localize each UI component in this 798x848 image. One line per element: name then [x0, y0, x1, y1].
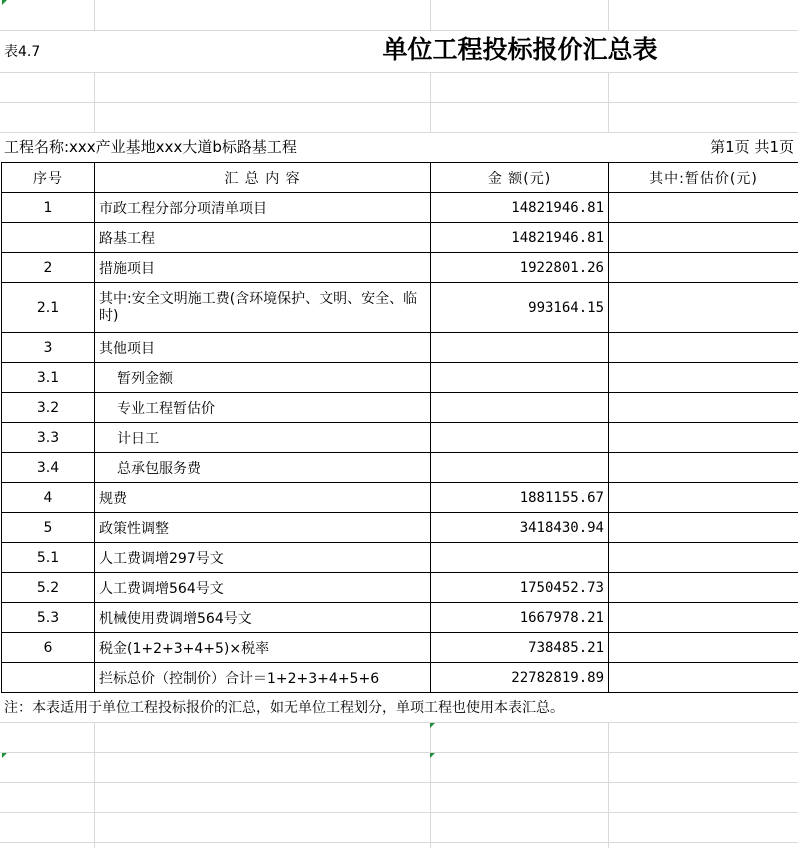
cell-amount[interactable]: 1667978.21 — [431, 603, 609, 633]
table-note: 注：本表适用于单位工程投标报价的汇总，如无单位工程划分，单项工程也使用本表汇总。 — [4, 700, 564, 716]
cell-amount[interactable]: 738485.21 — [431, 633, 609, 663]
table-row — [2, 453, 798, 483]
page-title: 单位工程投标报价汇总表 — [382, 35, 658, 64]
cell-desc[interactable]: 其他项目 — [95, 333, 431, 363]
cell-seq[interactable]: 5.1 — [2, 543, 95, 573]
cell-marker — [2, 753, 7, 758]
cell-desc[interactable]: 暂列金额 — [95, 363, 431, 393]
table-row — [2, 363, 798, 393]
table-number: 表4.7 — [4, 44, 41, 60]
cell-seq[interactable]: 3.4 — [2, 453, 95, 483]
project-name: 工程名称:xxx产业基地xxx大道b标路基工程 — [4, 138, 297, 156]
cell-provisional[interactable] — [609, 223, 798, 253]
header-provisional: 其中:暂估价(元) — [609, 163, 798, 193]
cell-provisional[interactable] — [609, 483, 798, 513]
cell-provisional[interactable] — [609, 393, 798, 423]
cell-desc[interactable]: 人工费调增297号文 — [95, 543, 431, 573]
cell-provisional[interactable] — [609, 333, 798, 363]
cell-provisional[interactable] — [609, 633, 798, 663]
cell-desc[interactable]: 拦标总价（控制价）合计＝1+2+3+4+5+6 — [95, 663, 431, 693]
grid-row-line — [0, 782, 798, 783]
table-row-total — [2, 663, 798, 693]
cell-amount[interactable] — [431, 333, 609, 363]
header-seq: 序号 — [2, 163, 95, 193]
table-row — [2, 333, 798, 363]
grid-col-line — [430, 0, 431, 30]
cell-desc[interactable]: 市政工程分部分项清单项目 — [95, 193, 431, 223]
cell-seq[interactable] — [2, 663, 95, 693]
table-row — [2, 393, 798, 423]
cell-seq[interactable]: 3 — [2, 333, 95, 363]
cell-provisional[interactable] — [609, 453, 798, 483]
cell-provisional[interactable] — [609, 513, 798, 543]
cell-marker — [2, 0, 7, 5]
cell-provisional[interactable] — [609, 423, 798, 453]
grid-row-line — [0, 72, 798, 73]
table-row — [2, 423, 798, 453]
cell-provisional[interactable] — [609, 663, 798, 693]
cell-provisional[interactable] — [609, 253, 798, 283]
cell-desc[interactable]: 人工费调增564号文 — [95, 573, 431, 603]
grid-row-line — [0, 842, 798, 843]
cell-desc[interactable]: 税金(1+2+3+4+5)×税率 — [95, 633, 431, 663]
cell-amount[interactable]: 1881155.67 — [431, 483, 609, 513]
cell-amount[interactable]: 3418430.94 — [431, 513, 609, 543]
cell-amount[interactable]: 1922801.26 — [431, 253, 609, 283]
cell-seq[interactable]: 1 — [2, 193, 95, 223]
cell-seq[interactable]: 2.1 — [2, 283, 95, 333]
cell-amount[interactable] — [431, 453, 609, 483]
cell-desc[interactable]: 政策性调整 — [95, 513, 431, 543]
cell-desc[interactable]: 规费 — [95, 483, 431, 513]
cell-desc[interactable]: 专业工程暂估价 — [95, 393, 431, 423]
table-row — [2, 253, 798, 283]
cell-desc[interactable]: 机械使用费调增564号文 — [95, 603, 431, 633]
cell-provisional[interactable] — [609, 603, 798, 633]
cell-desc[interactable]: 其中:安全文明施工费(含环境保护、文明、安全、临时) — [95, 283, 431, 333]
cell-seq[interactable]: 3.2 — [2, 393, 95, 423]
cell-seq[interactable]: 6 — [2, 633, 95, 663]
cell-desc[interactable]: 措施项目 — [95, 253, 431, 283]
header-content: 汇 总 内 容 — [95, 163, 431, 193]
cell-desc[interactable]: 计日工 — [95, 423, 431, 453]
cell-provisional[interactable] — [609, 283, 798, 333]
page-info: 第1页 共1页 — [710, 138, 794, 156]
cell-seq[interactable]: 5.3 — [2, 603, 95, 633]
table-row — [2, 283, 798, 333]
table-row — [2, 513, 798, 543]
grid-row-line — [0, 812, 798, 813]
summary-table — [1, 162, 798, 693]
cell-provisional[interactable] — [609, 193, 798, 223]
cell-desc[interactable]: 路基工程 — [95, 223, 431, 253]
grid-row-line — [0, 102, 798, 103]
table-row — [2, 573, 798, 603]
table-row — [2, 483, 798, 513]
cell-provisional[interactable] — [609, 543, 798, 573]
cell-seq[interactable]: 5 — [2, 513, 95, 543]
cell-amount[interactable] — [431, 393, 609, 423]
cell-marker — [430, 753, 435, 758]
cell-amount[interactable] — [431, 543, 609, 573]
cell-seq[interactable]: 5.2 — [2, 573, 95, 603]
grid-col-line — [608, 0, 609, 30]
grid-col-line — [430, 722, 431, 848]
grid-col-line — [94, 722, 95, 848]
cell-amount[interactable]: 14821946.81 — [431, 223, 609, 253]
grid-row-line — [0, 752, 798, 753]
table-row — [2, 633, 798, 663]
table-row — [2, 193, 798, 223]
table-row — [2, 603, 798, 633]
cell-seq[interactable]: 3.3 — [2, 423, 95, 453]
cell-seq[interactable]: 2 — [2, 253, 95, 283]
grid-col-line — [608, 722, 609, 848]
cell-marker — [430, 723, 435, 728]
cell-amount[interactable] — [431, 363, 609, 393]
cell-amount[interactable]: 993164.15 — [431, 283, 609, 333]
cell-seq[interactable] — [2, 223, 95, 253]
table-row — [2, 223, 798, 253]
grid-row-line — [0, 132, 798, 133]
cell-amount[interactable]: 1750452.73 — [431, 573, 609, 603]
grid-row-line — [0, 722, 798, 723]
cell-desc[interactable]: 总承包服务费 — [95, 453, 431, 483]
cell-amount[interactable]: 22782819.89 — [431, 663, 609, 693]
table-header-row — [2, 163, 798, 193]
cell-amount[interactable]: 14821946.81 — [431, 193, 609, 223]
cell-seq[interactable]: 3.1 — [2, 363, 95, 393]
cell-seq[interactable]: 4 — [2, 483, 95, 513]
grid-col-line — [94, 0, 95, 30]
table-row — [2, 543, 798, 573]
cell-amount[interactable] — [431, 423, 609, 453]
cell-provisional[interactable] — [609, 363, 798, 393]
cell-provisional[interactable] — [609, 573, 798, 603]
header-amount: 金 额(元) — [431, 163, 609, 193]
